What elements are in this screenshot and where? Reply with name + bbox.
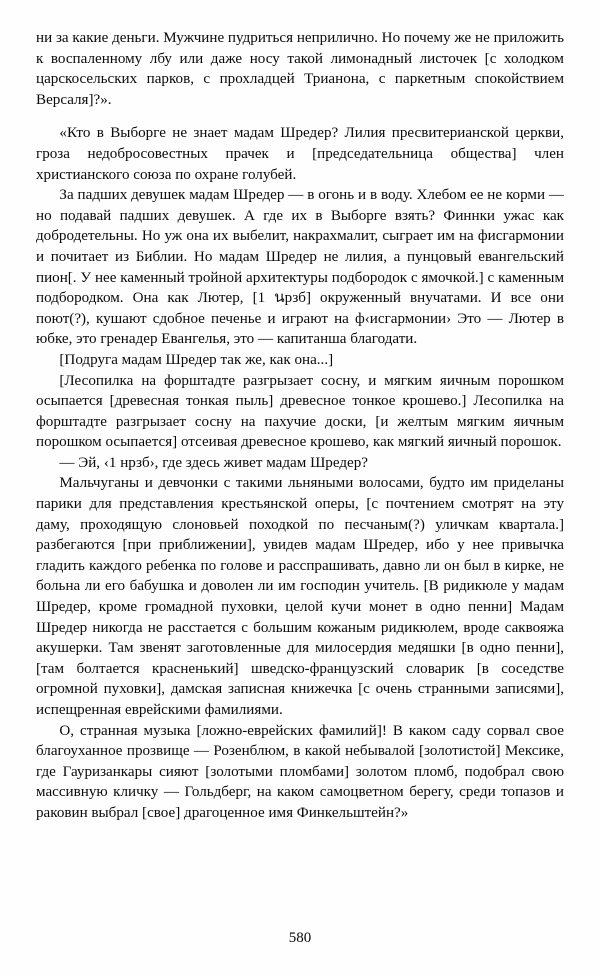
paragraph: ни за какие деньги. Мужчине пудриться неприлично. Но почему же не приложить к воспаленному лбу или даже носу такой лимонадный листочек [с холодком царскосельских парков, с прохладцей Трианона, с паркетным спокойствием Версаля]?». [36, 30, 564, 108]
paragraph: [Подруга мадам Шредер так же, как она...] [59, 351, 334, 368]
paragraph: Мальчуганы и девчонки с такими льняными волосами, будто им приделаны парики для представления крестьянской оперы, [с почтением смотрят на эту даму, проходящую слоновьей походкой по песчаным(?) уличкам квартала.] разбегаются [при приближении], увидев мадам Шредер, ибо у нее привычка гладить каждого ребенка по голове и расспрашивать, давно ли он был в кирке, не больна ли его бабушка и доволен ли им господин учитель. [В ридикюле у мадам Шредер, кроме громадной пуховки, целой кучи монет в одно пенни] Мадам Шредер никогда не расстается с большим кожаным ридикюлем, вроде саквояжа акушерки. Там звенят заготовленные для милосердия медяшки [в одно пенни], [там болтается красненький] шведско-французский словарик [в соседстве огромной пуховки], дамская записная книжечка [с очень странными записями], испещренная еврейскими фамилиями. [36, 475, 564, 718]
paragraph: [Лесопилка на форштадте разгрызает сосну, и мягким яичным порошком осыпается [древесная тонкая пыль] древесное тонкое крошево.] Лесопилка на форштадте разгрызает сосну на пахучие доски, [и желтым мягким яичным порошком осыпается] отсеивая древесное крошево, как мягкий яичный порошок. [36, 372, 564, 451]
page-number: 580 [288, 930, 312, 946]
paragraph: О, странная музыка [ложно-еврейских фамилий]! В каком саду сорвал свое благоуханное прозвище — Розенблюм, в какой небывалой [золотистой] Мексике, где Гауризанкары сияют [золотыми пломбами] золотом пломб, подобрал свою массивную кличку — Гольдберг, на каком самоцветном берегу, среди топазов и раковин выбрал [свое] драгоценное имя Финкельштейн?» [36, 722, 564, 821]
paragraph: «Кто в Выборге не знает мадам Шредер? Лилия пресвитерианской церкви, гроза недобросовестных прачек и [председательница общества] член христианского союза по охране голубей. [36, 125, 564, 183]
paragraph: За падших девушек мадам Шредер — в огонь и в воду. Хлебом ее не корми — но подавай падших девушек. А где их в Выборге взять? Финнки ужас как добродетельны. Но уж она их выбелит, накрахмалит, сыграет им на фисгармонии и почитает из Библии. Но мадам Шредер не лилия, а пунцовый евангельский пион[. У нее каменный тройной архитектуры подбородок с ямочкой.] с каменным подбородком. Она как Лютер, [1 นрзб] окруженный внучатами. И все они поют(?), кушают сдобное печенье и играют на ф‹исгармонии› Это — Лютер в юбке, это гренадер Евангелья, это — капитанша благодати. [36, 187, 564, 348]
page-body [36, 28, 564, 824]
paragraph: — Эй, ‹1 нрзб›, где здесь живет мадам Шредер? [59, 454, 368, 471]
